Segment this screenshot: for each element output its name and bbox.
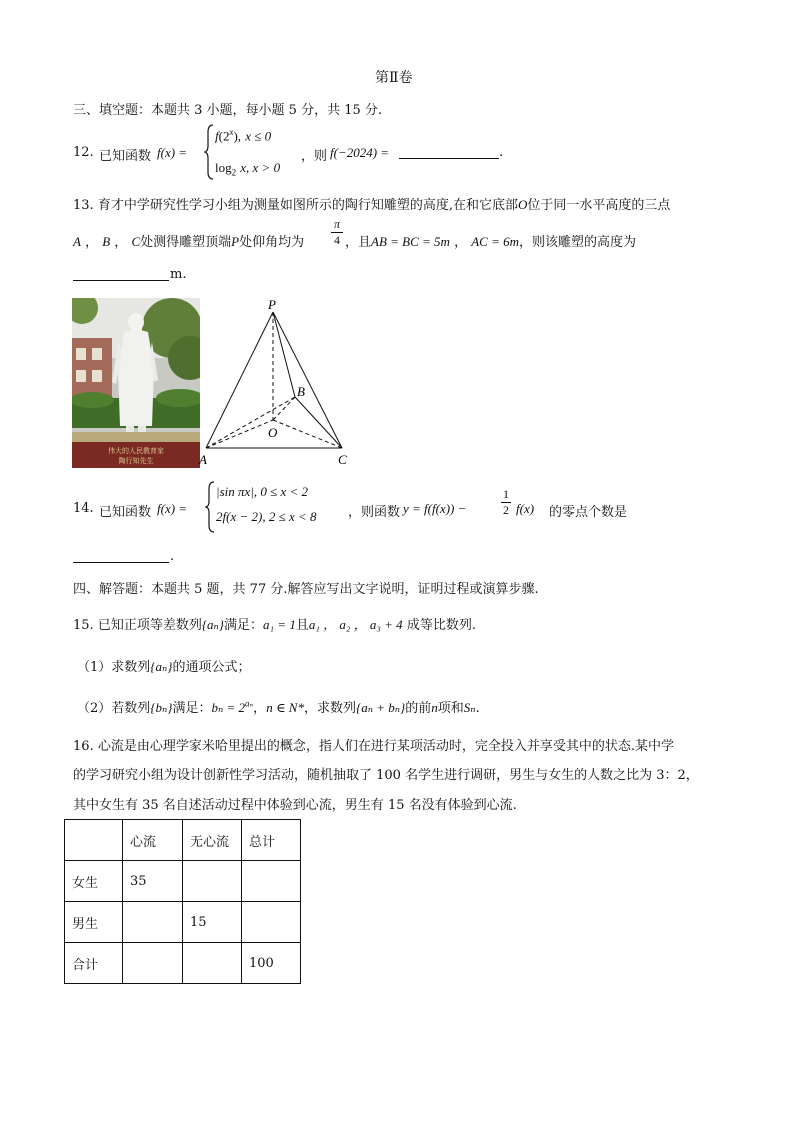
- table-cell[interactable]: 15: [183, 902, 242, 943]
- edge-PB: [273, 312, 295, 397]
- table-row: [65, 943, 301, 984]
- q14-y-expr: y = f(f(x)) −: [403, 501, 467, 516]
- edge-PC: [273, 312, 342, 448]
- q12-query: f(−2024) =: [330, 145, 390, 160]
- table-cell: 合计: [65, 943, 123, 984]
- label-O: O: [268, 425, 278, 440]
- q12-answer-blank[interactable]: [399, 158, 499, 159]
- q15-stem: 15. 已知正项等差数列{aₙ}满足：a₁ = 1且a₁ ， a₂ ， a₃ + 4 成等比数列.: [73, 617, 476, 633]
- part3-heading: 三、填空题：本题共 3 小题，每小题 5 分，共 15 分.: [73, 103, 383, 118]
- q15-part1: （1）求数列{aₙ}的通项公式；: [77, 659, 251, 675]
- pyramid-diagram: [198, 296, 358, 468]
- edge-BC: [295, 397, 342, 448]
- section-title: 第Ⅱ卷: [375, 70, 413, 86]
- q16-line1: 16. 心流是由心理学家米哈里提出的概念，指人们在进行某项活动时，完全投入并享受其中的状态.某中学: [73, 739, 674, 754]
- statue-photo: [72, 298, 200, 468]
- q14-fx: f(x): [516, 501, 535, 516]
- statue-photo-illustration: [72, 298, 200, 468]
- edge-OC: [273, 420, 342, 448]
- plaque-line1: 伟大的人民教育家: [108, 447, 164, 455]
- table-cell[interactable]: [183, 943, 242, 984]
- table-cell[interactable]: [123, 943, 183, 984]
- q13-unit: m.: [170, 267, 187, 282]
- contingency-table: [64, 819, 301, 984]
- q14-end: .: [170, 549, 175, 564]
- plaque-line2: 陶行知先生: [118, 457, 154, 465]
- q15-part2: （2）若数列{bₙ}满足：$b_n = 2^{a_n}$，n ∈ N*，求数列{aₙ + bₙ}的前n项和Sₙ.: [77, 698, 480, 716]
- q13-angle-fraction: π 4: [331, 217, 343, 247]
- q14-case2: 2f(x − 2), 2 ≤ x < 8: [216, 509, 317, 524]
- table-header-cell: 心流: [123, 820, 183, 861]
- q14-number: 14.: [73, 501, 94, 516]
- q12-f-label: f(x) =: [157, 145, 188, 160]
- q13-line2-tail: ，且AB = BC = 5m ， AC = 6m，则该雕塑的高度为: [345, 234, 637, 250]
- q16-line3: 其中女生有 35 名自述活动过程中体验到心流，男生有 15 名没有体验到心流.: [73, 798, 517, 813]
- q14-half-fraction: 1 2: [503, 487, 509, 517]
- q14-f-label: f(x) =: [157, 501, 188, 516]
- table-cell[interactable]: [242, 861, 301, 902]
- table-cell[interactable]: [123, 902, 183, 943]
- table-cell[interactable]: 35: [123, 861, 183, 902]
- label-P: P: [268, 297, 276, 312]
- q14-prefix: 已知函数: [99, 505, 152, 520]
- table-row: [65, 861, 301, 902]
- q13-answer-blank[interactable]: [73, 280, 169, 281]
- q12-number: 12.: [73, 145, 94, 160]
- table-header-row: [65, 820, 301, 861]
- label-A: A: [199, 452, 207, 467]
- table-row: [65, 902, 301, 943]
- q14-case1: |sin πx|, 0 ≤ x < 2: [216, 484, 309, 499]
- q13-line1: 13. 育才中学研究性学习小组为测量如图所示的陶行知雕塑的高度,在和它底部O位于同一水平高度的三点: [73, 197, 671, 213]
- table-cell[interactable]: 100: [242, 943, 301, 984]
- label-B: B: [297, 384, 305, 399]
- q13-line2: A ， B ， C处测得雕塑顶端P处仰角均为: [73, 234, 305, 250]
- q12-prefix: 已知函数: [99, 149, 152, 164]
- table-header-cell: 无心流: [183, 820, 242, 861]
- q12-brace: [204, 124, 214, 180]
- table-cell[interactable]: [242, 902, 301, 943]
- q14-mid: ，则函数: [348, 505, 401, 520]
- q12-case2: $\log_2 x$, x > 0: [215, 160, 281, 178]
- edge-AB: [206, 397, 295, 448]
- table-header-cell: 总计: [242, 820, 301, 861]
- table-cell: 女生: [65, 861, 123, 902]
- table-header-cell: [65, 820, 123, 861]
- label-C: C: [338, 452, 347, 467]
- q12-suffix: ，则: [301, 149, 328, 164]
- q14-brace: [205, 481, 215, 533]
- edge-AO: [206, 420, 273, 448]
- table-cell: 男生: [65, 902, 123, 943]
- table-cell[interactable]: [183, 861, 242, 902]
- part4-heading: 四、解答题：本题共 5 题，共 77 分.解答应写出文字说明，证明过程或演算步骤.: [73, 582, 539, 597]
- q12-period: .: [499, 145, 504, 160]
- q12-case1: f(2$^x$), x ≤ 0: [215, 127, 272, 144]
- edge-OB: [273, 397, 295, 420]
- q16-line2: 的学习研究小组为设计创新性学习活动，随机抽取了 100 名学生进行调研，男生与女生的人数之比为 3：2，: [73, 768, 699, 783]
- q14-answer-blank[interactable]: [73, 562, 169, 563]
- q14-suffix: 的零点个数是: [549, 505, 628, 520]
- edge-PA: [206, 312, 273, 448]
